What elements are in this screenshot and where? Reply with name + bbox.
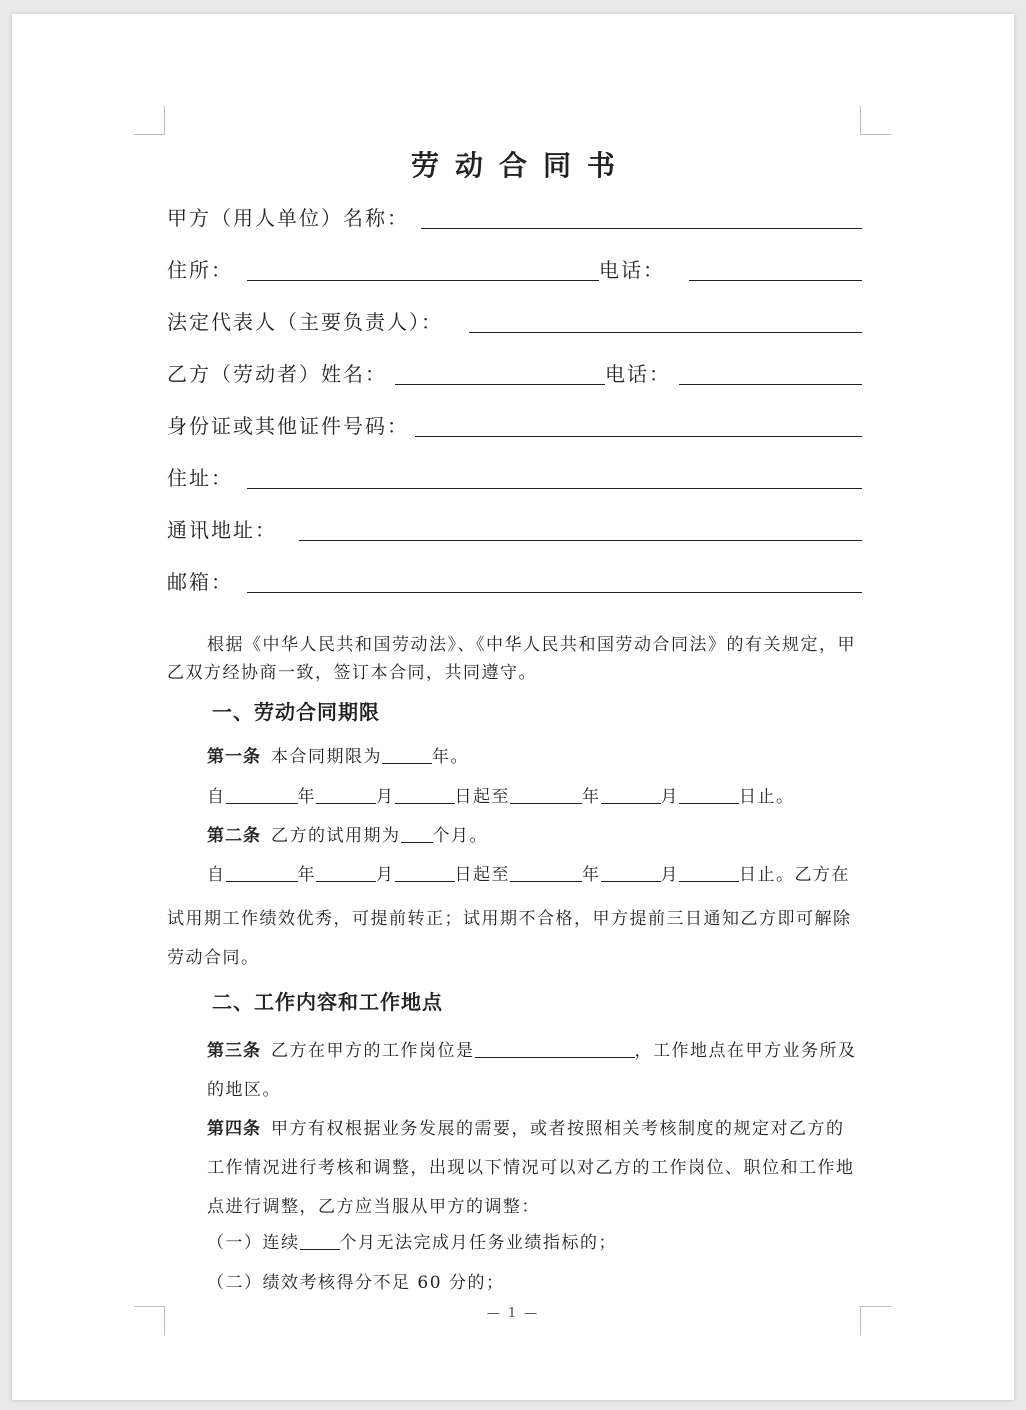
probation-year2: 年 — [582, 865, 601, 885]
employee-phone-label: 电话： — [605, 362, 671, 386]
end-month-blank[interactable] — [601, 785, 661, 804]
mailing-address-label: 通讯地址： — [167, 518, 277, 542]
preamble-paragraph — [167, 631, 862, 687]
period-from: 自 — [207, 787, 226, 807]
legal-rep-blank[interactable] — [469, 308, 862, 333]
start-year-blank[interactable] — [226, 785, 298, 804]
mailing-address-field — [167, 512, 862, 544]
preamble-text: 根据《中华人民共和国劳动法》、《中华人民共和国劳动合同法》的有关规定，甲乙双方经协商一致，签订本合同，共同遵守。 — [167, 635, 856, 683]
end-year-blank[interactable] — [510, 785, 582, 804]
section1-heading: 一、劳动合同期限 — [212, 700, 380, 724]
probation-months-blank[interactable] — [401, 824, 433, 843]
employer-name-blank[interactable] — [421, 204, 862, 229]
article2-text-b: 个月。 — [432, 826, 488, 846]
condition-item-1 — [207, 1229, 862, 1257]
document-page — [12, 14, 1014, 1400]
start-day-blank[interactable] — [395, 785, 455, 804]
employer-name-field — [167, 200, 862, 232]
probation-continuation: 试用期工作绩效优秀，可提前转正；试用期不合格，甲方提前三日通知乙方即可解除劳动合同。 — [167, 909, 852, 968]
employee-name-label: 乙方（劳动者）姓名： — [167, 362, 387, 386]
article3-text-b: ，工作地点在甲方业务所及的地区。 — [207, 1041, 857, 1100]
article4-label: 第四条 — [207, 1119, 261, 1139]
contract-years-blank[interactable] — [382, 745, 432, 764]
item1-text-a: （一）连续 — [207, 1233, 300, 1253]
crop-mark-top-right — [860, 106, 891, 135]
consecutive-months-blank[interactable] — [300, 1231, 340, 1250]
probation-start-year-blank[interactable] — [226, 863, 298, 882]
period-year2: 年 — [582, 787, 601, 807]
probation-day-from: 日起至 — [454, 865, 510, 885]
article3-text-a: 乙方在甲方的工作岗位是 — [271, 1041, 475, 1061]
probation-month: 月 — [376, 865, 395, 885]
id-number-label: 身份证或其他证件号码： — [167, 414, 409, 438]
employer-address-blank[interactable] — [247, 256, 599, 281]
period-month: 月 — [376, 787, 395, 807]
email-field — [167, 564, 862, 596]
employer-name-label: 甲方（用人单位）名称： — [167, 206, 409, 230]
employer-phone-blank[interactable] — [689, 256, 862, 281]
probation-month2: 月 — [660, 865, 679, 885]
crop-mark-top-left — [134, 106, 165, 135]
email-blank[interactable] — [247, 568, 862, 593]
residence-field — [167, 460, 862, 492]
article4 — [167, 1110, 862, 1227]
email-label: 邮箱： — [167, 570, 233, 594]
section2-heading: 二、工作内容和工作地点 — [212, 990, 443, 1014]
condition-item-2: （二）绩效考核得分不足 60 分的； — [207, 1273, 505, 1293]
article2 — [207, 822, 862, 850]
article3-label: 第三条 — [207, 1041, 261, 1061]
probation-end-year-blank[interactable] — [510, 863, 582, 882]
job-position-blank[interactable] — [475, 1039, 635, 1058]
document-title: 劳动合同书 — [410, 149, 631, 182]
mailing-address-blank[interactable] — [299, 516, 862, 541]
item1-text-b: 个月无法完成月任务业绩指标的； — [339, 1233, 617, 1253]
probation-end-day-blank[interactable] — [679, 863, 739, 882]
article1-label: 第一条 — [207, 747, 261, 767]
legal-rep-label: 法定代表人（主要负责人）： — [167, 310, 443, 334]
id-number-blank[interactable] — [415, 412, 862, 437]
contract-period-row — [207, 783, 862, 811]
period-month2: 月 — [660, 787, 679, 807]
period-year: 年 — [297, 787, 316, 807]
legal-rep-field — [167, 304, 862, 336]
probation-start-month-blank[interactable] — [316, 863, 376, 882]
probation-year: 年 — [297, 865, 316, 885]
article2-text-a: 乙方的试用期为 — [271, 826, 401, 846]
employer-phone-label: 电话： — [599, 258, 665, 282]
id-number-field — [167, 408, 862, 440]
page-number: — 1 — — [486, 1306, 540, 1321]
probation-end-month-blank[interactable] — [601, 863, 661, 882]
employee-phone-blank[interactable] — [679, 360, 862, 385]
article1 — [207, 743, 862, 771]
article2-label: 第二条 — [207, 826, 261, 846]
probation-end: 日止。乙方在 — [739, 865, 850, 885]
employee-name-field — [167, 356, 862, 388]
employer-address-field — [167, 252, 862, 284]
probation-start-day-blank[interactable] — [395, 863, 455, 882]
employer-address-label: 住所： — [167, 258, 233, 282]
probation-period-row — [207, 861, 862, 889]
start-month-blank[interactable] — [316, 785, 376, 804]
period-end: 日止。 — [739, 787, 795, 807]
article1-text-a: 本合同期限为 — [271, 747, 382, 767]
article3 — [167, 1032, 862, 1110]
article1-text-b: 年。 — [432, 747, 469, 767]
residence-blank[interactable] — [247, 464, 862, 489]
end-day-blank[interactable] — [679, 785, 739, 804]
employee-name-blank[interactable] — [395, 360, 605, 385]
article4-text: 甲方有权根据业务发展的需要，或者按照相关考核制度的规定对乙方的工作情况进行考核和调整，出现以下情况可以对乙方的工作岗位、职位和工作地点进行调整，乙方应当服从甲方的调整： — [207, 1119, 855, 1217]
probation-from: 自 — [207, 865, 226, 885]
period-day-from: 日起至 — [454, 787, 510, 807]
residence-label: 住址： — [167, 466, 233, 490]
